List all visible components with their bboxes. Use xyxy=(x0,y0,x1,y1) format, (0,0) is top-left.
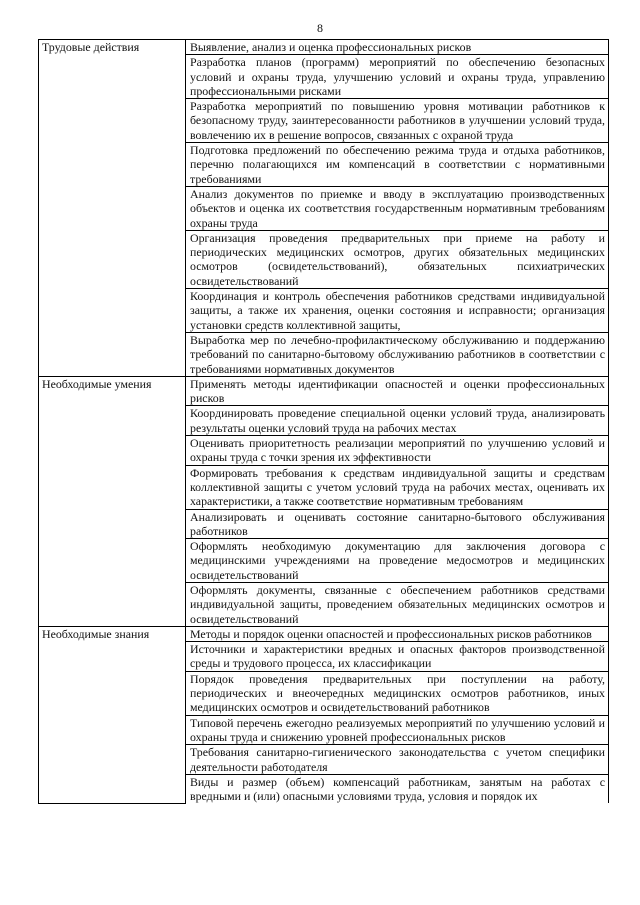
section-label-required-skills: Необходимые умения xyxy=(39,376,186,626)
table-row xyxy=(39,376,609,406)
table-cell-item: Типовой перечень ежегодно реализуемых мероприятий по улучшению условий и охраны труда и снижению уровней профессиональных рисков xyxy=(186,715,609,745)
section-label-required-knowledge: Необходимые знания xyxy=(39,626,186,803)
table-cell-item: Оценивать приоритетность реализации мероприятий по улучшению условий и охраны труда с точки зрения их эффективности xyxy=(186,436,609,466)
table-cell-item: Выработка мер по лечебно-профилактическому обслуживанию и поддержанию требований по санитарно-бытовому обслуживанию работников в соответствии с требованиями нормативных документов xyxy=(186,332,609,376)
table-cell-item: Разработка мероприятий по повышению уровня мотивации работников к безопасному труду, заинтересованности работников в улучшении условий труда, вовлечению их в решение вопросов, связанных с охраной труда xyxy=(186,99,609,143)
table-cell-item: Подготовка предложений по обеспечению режима труда и отдыха работников, перечню полагающихся им компенсаций в соответствии с нормативными требованиями xyxy=(186,143,609,187)
table-row xyxy=(39,626,609,641)
table-cell-item: Разработка планов (программ) мероприятий по обеспечению безопасных условий и охраны труда, улучшению условий и охраны труда, управлению профессиональными рисками xyxy=(186,55,609,99)
table-cell-item: Координация и контроль обеспечения работников средствами индивидуальной защиты, а также их хранения, оценки состояния и исправности; организация установки средств коллективной защиты, xyxy=(186,289,609,333)
table-cell-item: Источники и характеристики вредных и опасных факторов производственной среды и трудового процесса, их классификации xyxy=(186,642,609,672)
table-cell-item: Методы и порядок оценки опасностей и профессиональных рисков работников xyxy=(186,626,609,641)
table-row xyxy=(39,40,609,55)
table-cell-item: Организация проведения предварительных при приеме на работу и периодических медицинских осмотров, других обязательных медицинских осмотров (освидетельствований), обязательных психиатрических освидетельствований xyxy=(186,230,609,288)
table-cell-item: Порядок проведения предварительных при поступлении на работу, периодических и внеочередных медицинских осмотров работников, иных медицинских осмотров и освидетельствований работников xyxy=(186,671,609,715)
table-cell-item: Оформлять необходимую документацию для заключения договора с медицинскими учреждениями на проведение медосмотров и медицинских освидетельствований xyxy=(186,539,609,583)
table-cell-item: Требования санитарно-гигиенического законодательства с учетом специфики деятельности работодателя xyxy=(186,745,609,775)
table-cell-item: Виды и размер (объем) компенсаций работникам, занятым на работах с вредными и (или) опасными условиями труда, условия и порядок их xyxy=(186,774,609,803)
table-cell-item: Координировать проведение специальной оценки условий труда, анализировать результаты оценки условий труда на рабочих местах xyxy=(186,406,609,436)
section-label-labor-actions: Трудовые действия xyxy=(39,40,186,377)
table-cell-item: Выявление, анализ и оценка профессиональных рисков xyxy=(186,40,609,55)
table-cell-item: Оформлять документы, связанные с обеспечением работников средствами индивидуальной защиты, проведением обязательных медицинских осмотров и освидетельствований xyxy=(186,582,609,626)
table-cell-item: Анализировать и оценивать состояние санитарно-бытового обслуживания работников xyxy=(186,509,609,539)
table-cell-item: Формировать требования к средствам индивидуальной защиты и средствам коллективной защиты с учетом условий труда на рабочих местах, оценивать их характеристики, а также соответствие нормативным требованиям xyxy=(186,465,609,509)
page-number: 8 xyxy=(317,21,323,35)
competency-table xyxy=(38,39,609,804)
table-cell-item: Применять методы идентификации опасностей и оценки профессиональных рисков xyxy=(186,376,609,406)
table-cell-item: Анализ документов по приемке и вводу в эксплуатацию производственных объектов и оценка их соответствия государственным нормативным требованиям охраны труда xyxy=(186,186,609,230)
